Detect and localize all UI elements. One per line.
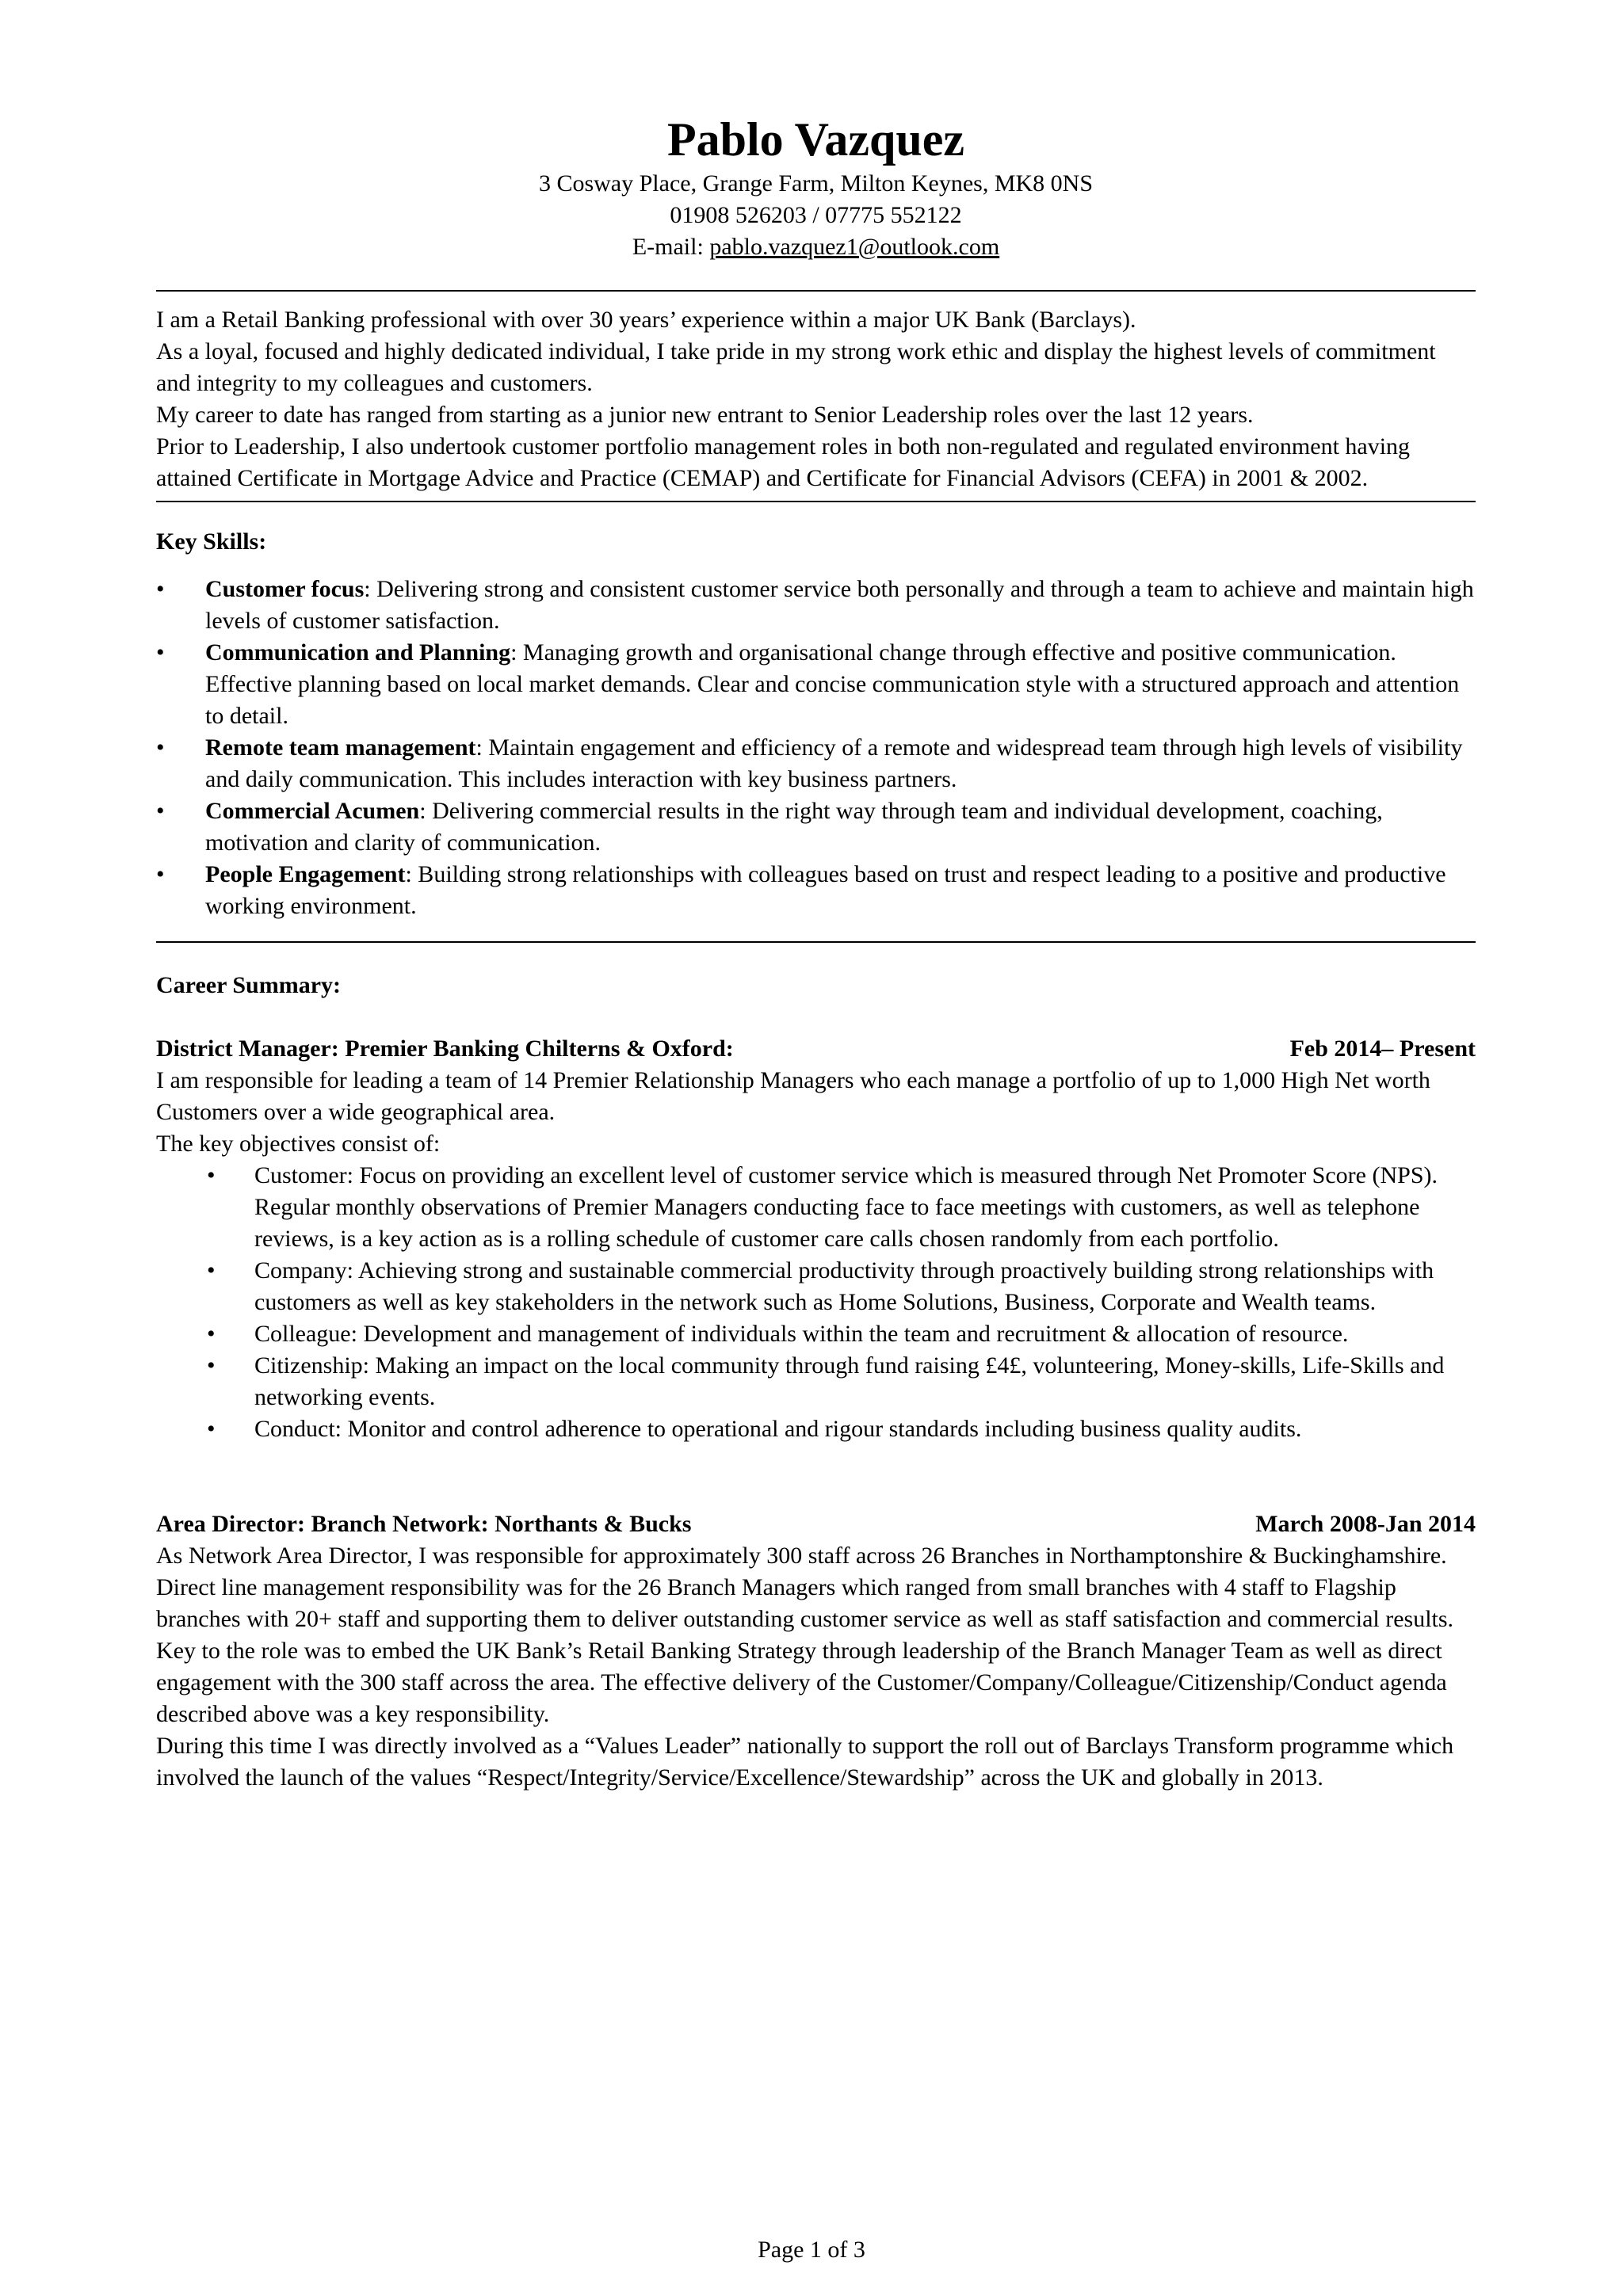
role-paragraph: During this time I was directly involved as a “Values Leader” nationally to support the roll out of Barclays Transform programme which involved the launch of the values “Respect/Integrity/Service/Excellence/Stewardship” across the UK and globally in 2013.: [156, 1733, 1454, 1791]
skill-term: Communication and Planning: [205, 639, 511, 666]
objective-text: Company: Achieving strong and sustainable commercial productivity through proactively building strong relationships with customers as well as key stakeholders in the network such as Home Solutions, Business, Corporate and Wealth teams.: [254, 1257, 1434, 1315]
list-item: [156, 574, 1476, 637]
list-item: [156, 1350, 1476, 1413]
list-item: [156, 859, 1476, 922]
profile-paragraph: As a loyal, focused and highly dedicated individual, I take pride in my strong work ethic and display the highest levels of commitment and integrity to my colleagues and customers.: [156, 338, 1436, 396]
list-item: [156, 1160, 1476, 1255]
bullet-icon: •: [156, 861, 165, 887]
resume-content: [156, 111, 1476, 1794]
career-role: [156, 1033, 1476, 1445]
list-item: [156, 795, 1476, 859]
bullet-icon: •: [156, 639, 165, 666]
bullet-icon: •: [207, 1257, 216, 1283]
role-title: District Manager: Premier Banking Chilterns & Oxford:: [156, 1035, 734, 1062]
profile-paragraph: Prior to Leadership, I also undertook customer portfolio management roles in both non-regulated and regulated environment having attained Certificate in Mortgage Advice and Practice (CEMAP) and Certificate for Financial Advisors (CEFA) in 2001 & 2002.: [156, 433, 1411, 491]
key-skills-list: [156, 574, 1476, 922]
list-item: [156, 1255, 1476, 1318]
bullet-icon: •: [156, 798, 165, 824]
career-title: Career Summary:: [156, 972, 341, 998]
skill-term: People Engagement: [205, 861, 406, 887]
skill-text: : Maintain engagement and efficiency of a remote and widespread team through high levels of visibility and daily communication. This includes interaction with key business partners.: [205, 734, 1463, 792]
profile-paragraph: My career to date has ranged from starting as a junior new entrant to Senior Leadership roles over the last 12 years.: [156, 402, 1254, 428]
career-role: [156, 1508, 1476, 1794]
key-skills-title: Key Skills:: [156, 528, 267, 555]
skill-text: : Managing growth and organisational change through effective and positive communication. Effective planning based on local market demands. Clear and concise communication style with a structured approach and attention to detail.: [205, 639, 1460, 729]
profile-paragraph: I am a Retail Banking professional with over 30 years’ experience within a major UK Bank (Barclays).: [156, 307, 1136, 333]
list-item: [156, 1318, 1476, 1350]
role-dates: Feb 2014– Present: [1289, 1035, 1476, 1062]
skill-term: Commercial Acumen: [205, 798, 420, 824]
profile-section: [156, 304, 1476, 494]
email-link[interactable]: pablo.vazquez1@outlook.com: [709, 234, 1000, 260]
objective-text: Conduct: Monitor and control adherence to operational and rigour standards including business quality audits.: [254, 1416, 1302, 1442]
role-heading: [156, 1033, 1476, 1065]
page-number: Page 1 of 3: [758, 2237, 865, 2263]
role-title: Area Director: Branch Network: Northants & Bucks: [156, 1511, 692, 1537]
list-item: [156, 732, 1476, 795]
candidate-name: Pablo Vazquez: [666, 113, 965, 166]
role-paragraph: I am responsible for leading a team of 14 Premier Relationship Managers who each manage a portfolio of up to 1,000 High Net worth Customers over a wide geographical area.: [156, 1067, 1430, 1125]
skill-text: : Building strong relationships with colleagues based on trust and respect leading to a positive and productive working environment.: [205, 861, 1446, 919]
resume-header: [156, 111, 1476, 263]
role-dates: March 2008-Jan 2014: [1255, 1511, 1476, 1537]
bullet-icon: •: [207, 1416, 216, 1442]
bullet-icon: •: [207, 1321, 216, 1347]
objective-text: Colleague: Development and management of individuals within the team and recruitment & allocation of resource.: [254, 1321, 1349, 1347]
bullet-icon: •: [207, 1162, 216, 1188]
email-line: [156, 231, 1476, 263]
bullet-icon: •: [156, 576, 165, 602]
role-paragraph: As Network Area Director, I was responsible for approximately 300 staff across 26 Branches in Northamptonshire & Buckinghamshire. Direct line management responsibility was for the 26 Branch Managers which ranged from small branches with 4 staff to Flagship branches with 20+ staff and supporting them to deliver outstanding customer service as well as staff satisfaction and commercial results.: [156, 1543, 1454, 1632]
bullet-icon: •: [156, 734, 165, 761]
skill-term: Customer focus: [205, 576, 365, 602]
skill-text: : Delivering commercial results in the right way through team and individual development, coaching, motivation and clarity of communication.: [205, 798, 1383, 856]
objective-text: Customer: Focus on providing an excellent level of customer service which is measured through Net Promoter Score (NPS). Regular monthly observations of Premier Managers conducting face to face meetings with customers, as well as telephone reviews, is a key action as is a rolling schedule of customer care calls chosen randomly from each portfolio.: [254, 1162, 1438, 1252]
role-heading: [156, 1508, 1476, 1540]
list-item: [156, 1413, 1476, 1445]
role-paragraph: Key to the role was to embed the UK Bank’s Retail Banking Strategy through leadership of the Branch Manager Team as well as direct engagement with the 300 staff across the area. The effective delivery of the Customer/Company/Colleague/Citizenship/Conduct agenda described above was a key responsibility.: [156, 1638, 1447, 1727]
list-item: [156, 637, 1476, 732]
bullet-icon: •: [207, 1352, 216, 1379]
objective-text: Citizenship: Making an impact on the local community through fund raising £4£, volunteering, Money-skills, Life-Skills and networking events.: [254, 1352, 1445, 1410]
key-skills-section: [156, 526, 1476, 922]
role-paragraph: The key objectives consist of:: [156, 1131, 441, 1157]
skill-term: Remote team management: [205, 734, 476, 761]
phone-numbers: 01908 526203 / 07775 552122: [670, 202, 962, 228]
objectives-list: [156, 1160, 1476, 1445]
address: 3 Cosway Place, Grange Farm, Milton Keynes, MK8 0NS: [538, 170, 1094, 196]
skill-text: : Delivering strong and consistent customer service both personally and through a team to achieve and maintain high levels of customer satisfaction.: [205, 576, 1474, 634]
email-label: E-mail:: [632, 234, 710, 260]
career-section: [156, 970, 1476, 1794]
